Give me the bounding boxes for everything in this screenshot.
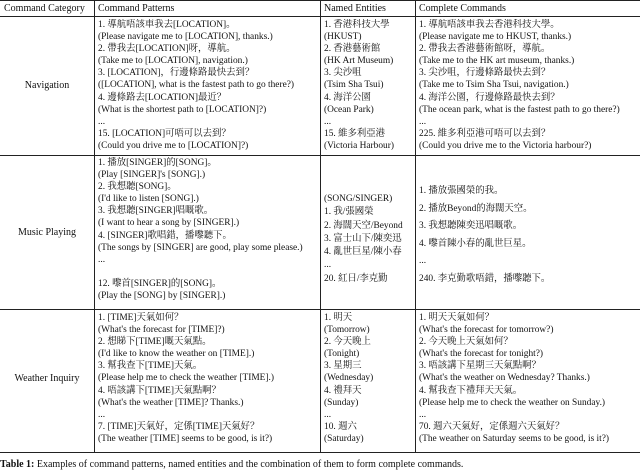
table-bottom-rule bbox=[0, 452, 640, 453]
entities-weather bbox=[324, 312, 414, 445]
cell-line: (Ocean Park) bbox=[324, 104, 374, 115]
table-caption bbox=[0, 458, 463, 471]
caption-label: Table 1: bbox=[0, 459, 35, 470]
cell-line: (HKUST) bbox=[324, 32, 362, 43]
commands-navigation bbox=[419, 19, 639, 152]
cell-line: 1. [TIME]天氣如何？ bbox=[98, 313, 184, 323]
caption-text: Examples of command patterns, named entities and the combination of them to form complete commands. bbox=[36, 459, 464, 470]
cell-line: (Could you drive me to the Victoria harbour?) bbox=[419, 140, 592, 151]
cell-line: 1. 播放張國榮的我。 bbox=[419, 186, 504, 196]
cell-line: (I want to hear a song by [SINGER].) bbox=[98, 218, 240, 229]
cell-line: (Take me to the HK art museum, thanks.) bbox=[419, 56, 575, 67]
cell-line: (The weather [TIME] seems to be good, is it?) bbox=[98, 433, 273, 444]
cell-line: (I'd like to listen [SONG].) bbox=[98, 194, 199, 205]
cell-line: (I'd like to know the weather on [TIME].) bbox=[98, 349, 255, 360]
cell-line: 1. 播放[SINGER]的[SONG]。 bbox=[98, 158, 217, 168]
cell-line: 3. 唔該講下星期三天氣點啊？ bbox=[419, 361, 541, 372]
cell-line: ... bbox=[98, 116, 106, 127]
cell-line: 10. 週六 bbox=[324, 421, 357, 432]
cell-line: 4. [SINGER]歌唱錯，播嚟聽下。 bbox=[98, 230, 232, 241]
patterns-music bbox=[98, 157, 318, 302]
cell-line: (Saturday) bbox=[324, 433, 364, 444]
entities-navigation bbox=[324, 19, 414, 152]
cell-line: 2. 帶我去香港藝術館呀，導航。 bbox=[419, 44, 551, 55]
cell-line: (Please help me to check the weather [TIME].) bbox=[98, 373, 274, 384]
header-entities: Named Entities bbox=[324, 3, 386, 14]
column-divider bbox=[320, 0, 321, 452]
cell-line: ... bbox=[98, 409, 106, 420]
cell-line: 2. 我想聽[SONG]。 bbox=[98, 182, 177, 193]
cell-line: (SONG/SINGER) bbox=[324, 194, 393, 204]
cell-line: 240. 李克勤歌唔錯，播嚟聽下。 bbox=[419, 273, 551, 284]
cell-line: ... bbox=[419, 409, 427, 420]
cell-line: (What's the weather on Wednesday? Thanks.) bbox=[419, 373, 590, 384]
cell-line: (HK Art Museum) bbox=[324, 56, 394, 67]
cell-line: 1. 明天 bbox=[324, 313, 353, 323]
cell-line: ... bbox=[419, 116, 427, 127]
cell-line: 15. [LOCATION]可唔可以去到？ bbox=[98, 128, 231, 139]
cell-line: (Tonight) bbox=[324, 349, 360, 360]
cell-line: (Play [SINGER]'s [SONG].) bbox=[98, 170, 206, 181]
cell-line: ... bbox=[98, 254, 106, 265]
cell-line: (Victoria Harbour) bbox=[324, 140, 394, 151]
cell-line: (Take me to [LOCATION], navigation.) bbox=[98, 56, 248, 67]
cell-line: 2. 海闊天空/Beyond bbox=[324, 220, 403, 231]
category-weather-inquiry: Weather Inquiry bbox=[14, 373, 80, 384]
commands-music bbox=[419, 185, 639, 290]
cell-line: 1. 導航唔該車我去香港科技大學。 bbox=[419, 20, 560, 30]
cell-line: 3. [LOCATION]，行邊條路最快去到？ bbox=[98, 68, 255, 79]
header-category: Command Category bbox=[4, 3, 85, 14]
cell-line bbox=[98, 266, 318, 278]
category-music-playing: Music Playing bbox=[17, 227, 77, 238]
cell-line: 3. 我想聽陳奕迅唱嘅歌。 bbox=[419, 221, 523, 232]
cell-line: 2. 播放Beyond的海闊天空。 bbox=[419, 203, 533, 214]
cell-line: 1. 香港科技大學 bbox=[324, 20, 390, 30]
cell-line: (Tomorrow) bbox=[324, 325, 370, 336]
cell-line: 4. 唔該講下[TIME]天氣點啊？ bbox=[98, 385, 221, 396]
cell-line: (Please navigate me to HKUST, thanks.) bbox=[419, 32, 572, 43]
cell-line: 3. 尖沙咀，行邊條路最快去到？ bbox=[419, 68, 551, 79]
cell-line: (Tsim Sha Tsui) bbox=[324, 80, 384, 91]
cell-line: 4. 亂世巨星/陳小春 bbox=[324, 247, 402, 258]
cell-line: (Could you drive me to [LOCATION]?) bbox=[98, 140, 249, 151]
cell-line: ([LOCATION], what is the fastest path to go there?) bbox=[98, 80, 295, 91]
cell-line: (Wednesday) bbox=[324, 373, 374, 384]
cell-line: 2. 今天晚上天氣如何？ bbox=[419, 337, 513, 348]
cell-line: ... bbox=[324, 116, 332, 127]
header-commands: Complete Commands bbox=[419, 3, 506, 14]
cell-line: (What's the forecast for tonight?) bbox=[419, 349, 544, 360]
cell-line: (Please help me to check the weather on Sunday.) bbox=[419, 397, 606, 408]
column-divider bbox=[415, 0, 416, 452]
cell-line: 4. 幫我查下禮拜天天氣。 bbox=[419, 385, 523, 396]
cell-line: 3. 富士山下/陳奕迅 bbox=[324, 233, 402, 244]
patterns-weather bbox=[98, 312, 318, 445]
cell-line: 4. 嚟首陳小春的亂世巨星。 bbox=[419, 238, 532, 249]
cell-line: 7. [TIME]天氣好，定係[TIME]天氣好？ bbox=[98, 421, 260, 432]
cell-line: 3. 我想聽[SINGER]唱嘅歌。 bbox=[98, 206, 214, 217]
commands-weather bbox=[419, 312, 639, 445]
cell-line: 1. 明天天氣如何？ bbox=[419, 313, 495, 323]
cell-line: ... bbox=[419, 256, 427, 267]
cell-line: 2. 想睇下[TIME]嘅天氣點。 bbox=[98, 337, 212, 348]
cell-line: 4. 邊條路去[LOCATION]最近？ bbox=[98, 92, 227, 103]
cell-line: ... bbox=[324, 260, 332, 271]
cell-line: 3. 幫我查下[TIME]天氣。 bbox=[98, 361, 203, 372]
cell-line: 2. 帶我去[LOCATION]呀，導航。 bbox=[98, 44, 236, 55]
header-patterns: Command Patterns bbox=[98, 3, 175, 14]
cell-line: 12. 嚟首[SINGER]的[SONG]。 bbox=[98, 278, 222, 289]
cell-line: 4. 海洋公園 bbox=[324, 92, 371, 103]
cell-line: 4. 海洋公園，行邊條路最快去到？ bbox=[419, 92, 560, 103]
cell-line: (The weather on Saturday seems to be good, is it?) bbox=[419, 433, 610, 444]
cell-line: 3. 星期三 bbox=[324, 361, 362, 372]
column-divider bbox=[94, 0, 95, 452]
cell-line: 225. 維多利亞港可唔可以去到？ bbox=[419, 128, 551, 139]
cell-line: 3. 尖沙咀 bbox=[324, 68, 362, 79]
patterns-navigation bbox=[98, 19, 318, 152]
cell-line: 70. 週六天氣好，定係週六天氣好？ bbox=[419, 421, 565, 432]
cell-line: (Take me to Tsim Sha Tsui, navigation.) bbox=[419, 80, 569, 91]
cell-line: 2. 香港藝術館 bbox=[324, 44, 381, 55]
cell-line: 2. 今天晚上 bbox=[324, 337, 371, 348]
cell-line: (What's the forecast for [TIME]?) bbox=[98, 325, 225, 336]
cell-line: ... bbox=[324, 409, 332, 420]
cell-line: 20. 紅日/李克勤 bbox=[324, 273, 388, 284]
cell-line: (Play the [SONG] by [SINGER].) bbox=[98, 291, 226, 302]
cell-line: (The ocean park, what is the fastest path to go there?) bbox=[419, 104, 620, 115]
cell-line: 1. 導航唔該車我去[LOCATION]。 bbox=[98, 20, 236, 30]
cell-line: (Please navigate me to [LOCATION], thanks.) bbox=[98, 32, 273, 43]
entities-music bbox=[324, 193, 414, 286]
cell-line: 4. 禮拜天 bbox=[324, 385, 362, 396]
cell-line: (The songs by [SINGER] are good, play some please.) bbox=[98, 242, 303, 253]
category-navigation: Navigation bbox=[24, 80, 70, 91]
cell-line: (What's the weather [TIME]? Thanks.) bbox=[98, 397, 244, 408]
cell-line: (What's the forecast for tomorrow?) bbox=[419, 325, 554, 336]
cell-line: (What is the shortest path to [LOCATION]?) bbox=[98, 104, 267, 115]
cell-line: 1. 我/張國榮 bbox=[324, 207, 374, 218]
cell-line: 15. 維多利亞港 bbox=[324, 128, 385, 139]
cell-line: (Sunday) bbox=[324, 397, 359, 408]
